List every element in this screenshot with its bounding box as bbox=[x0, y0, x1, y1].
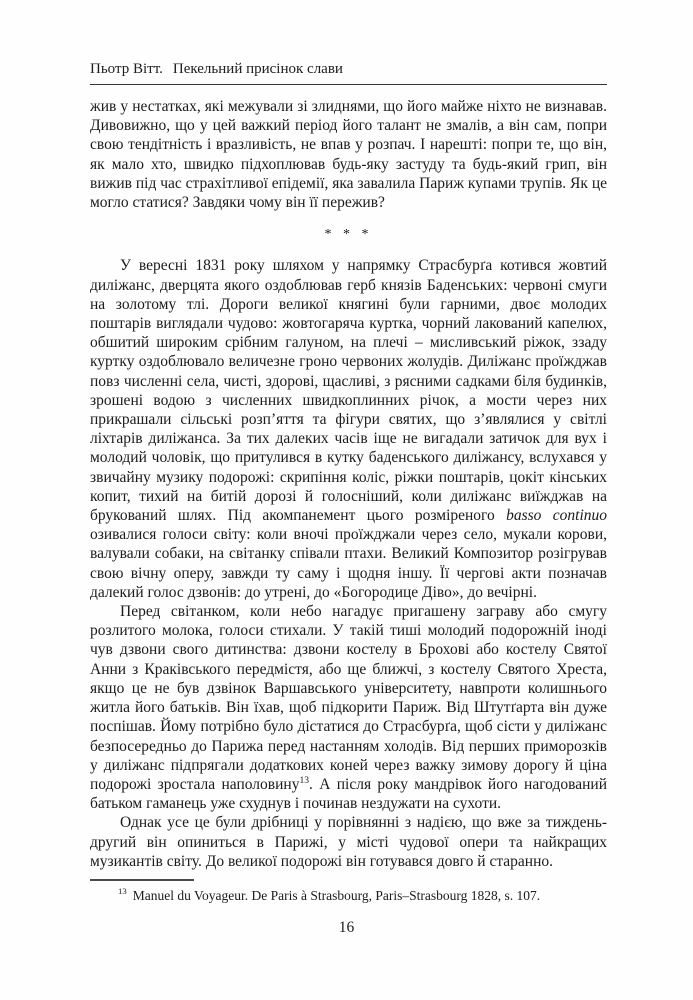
paragraph-1: жив у нестатках, які межували зі злиднями, що його майже ніхто не визнавав. Дивовижно, що у цей важкий період його талант не змалів, а він сам, попри свою тендітність і вразливість, не впав у розпач. І нарешті: попри те, що він, як мало хто, швидко підхоплював будь-яку застуду та будь-який грип, він вижив під час страхітливої епідемії, яка завалила Париж купами трупів. Як це могло статися? Завдяки чому він її пережив? bbox=[90, 98, 607, 212]
paragraph-3-text: Перед світанком, коли небо нагадує пригашену заграву або смугу розлитого молока, голоси стихали. У такій тиші молодий подорожній іноді чув дзвони свого дитинства: дзвони костелу в Брохові або костелу Святої Анни з Краківського передмістя, або ще ближчі, з костелу Святого Хреста, якщо це не був дзвінок Варшавського університету, навпроти колишнього житла його батьків. Він їхав, щоб підкорити Париж. Від Штутґарта він дуже поспішав. Йому потрібно було дістатися до Страсбурґа, щоб сісти у диліжанс безпосередньо до Парижа перед настанням холодів. Від перших приморозків у диліжанс підпрягали додаткових коней через важку зимову дорогу й ціна подорожі зростала наполовину bbox=[90, 603, 607, 793]
footnote-number: 13 bbox=[118, 886, 127, 897]
paragraph-4: Однак усе це були дрібниці у порівнянні з надією, що вже за тиждень-другий він опиниться в Парижі, у місті чудової опери та найкращих музикантів світу. До великої подорожі він готувався довго й старанно. bbox=[90, 814, 607, 870]
paragraph-2-text: У вересні 1831 року шляхом у напрямку Страсбурґа котився жовтий диліжанс, дверцята якого оздоблював герб князів Баденських: червоні смуги на золотому тлі. Дороги великої княгині були гарними, двоє молодих поштарів виглядали чудово: жовтогаряча куртка, чорний лакований капелюх, обшитий широким срібним галуном, на плечі – мисливський ріжок, ззаду куртку оздоблювало величезне гроно червоних жолудів. Диліжанс проїжджав повз численні села, чисті, здорові, щасливі, з рясними садками біля будинків, зрошені водою з численних швидкоплинних річок, а мости через них прикрашали сільські розп’яття та фігури святих, що з’являлися у світлі ліхтарів диліжанса. За тих далеких часів іще не вигадали затичок для вух і молодий чоловік, що притулився в кутку баденського диліжансу, вслухався у звичайну музику подорожі: скрипіння коліс, ріжки поштарів, цокіт кінських копит, тихий на битій дорозі й голосніший, коли диліжанс виїжджав на брукований шлях. Під акомпанемент цього розміреного bbox=[90, 257, 607, 525]
paragraph-2 bbox=[90, 256, 607, 602]
footnote bbox=[90, 887, 607, 904]
footnote-area bbox=[90, 879, 607, 904]
paragraph-3-text-continued: . А після року мандрівок його нагодований батьком гаманець уже схуднув і починав нездужати на сухоти. bbox=[90, 775, 607, 813]
footnote-text: Manuel du Voyageur. De Paris à Strasbourg, Paris–Strasbourg 1828, s. 107. bbox=[132, 887, 541, 903]
page-number: 16 bbox=[338, 919, 355, 936]
basso-continuo-italic: basso continuo bbox=[506, 507, 607, 525]
page-body bbox=[90, 97, 607, 904]
header-author: Пьотр Вітт. bbox=[90, 61, 163, 77]
running-header bbox=[90, 61, 607, 78]
paragraph-3 bbox=[90, 602, 607, 813]
footnote-reference-13: 13 bbox=[299, 774, 310, 786]
footnote-separator-rule bbox=[90, 879, 194, 881]
section-break-asterisks: * * * bbox=[324, 227, 373, 243]
header-rule bbox=[90, 84, 607, 85]
header-book-title: Пекельний присінок слави bbox=[172, 61, 343, 77]
paragraph-2-text-continued: озивалися голоси світу: коли вночі проїжджали через село, мукали корови, валували собаки, на світанку співали птахи. Великий Композитор розігрував свою вічну оперу, завжди ту саму і щодня іншу. Її чергові акти позначав далекий голос дзвонів: до утрені, до «Богородице Діво», до вечірні. bbox=[90, 526, 607, 601]
